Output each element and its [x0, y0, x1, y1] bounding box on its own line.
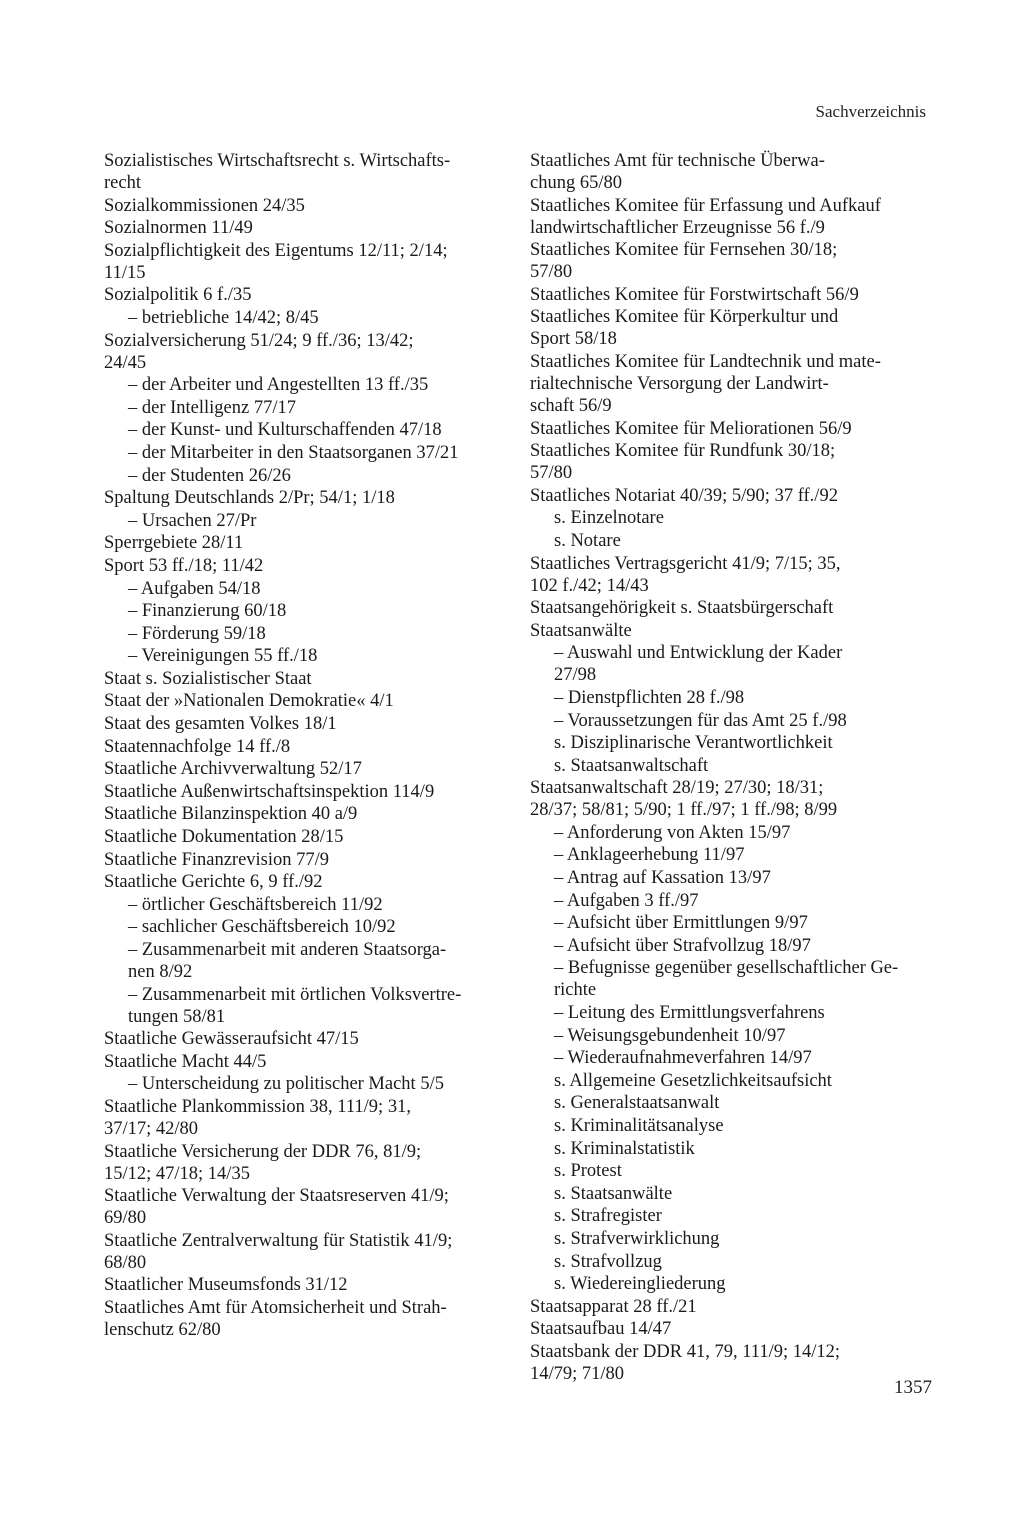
index-cross-reference [530, 1092, 930, 1114]
index-entry-text: – Wiederaufnahmeverfahren 14/97 [554, 1048, 812, 1069]
index-cross-reference [530, 1138, 930, 1160]
index-entry [530, 553, 930, 597]
index-entry-continuation: 69/80 [104, 1208, 147, 1229]
index-entry-text: Staatliches Notariat 40/39; 5/90; 37 ff./92 [530, 485, 838, 506]
index-entry-text: Sozialversicherung 51/24; 9 ff./36; 13/42; [104, 330, 414, 351]
index-entry-text: s. Wiedereingliederung [554, 1274, 726, 1295]
index-entry [104, 487, 504, 509]
index-entry [530, 1341, 930, 1385]
index-entry-text: Staat der »Nationalen Demokratie« 4/1 [104, 691, 394, 712]
index-entry-continuation: 57/80 [530, 262, 573, 283]
index-entry-text: – Aufsicht über Strafvollzug 18/97 [554, 935, 811, 956]
index-entry-text: – Weisungsgebundenheit 10/97 [554, 1025, 786, 1046]
index-entry-text: Staatennachfolge 14 ff./8 [104, 736, 291, 757]
index-entry-text: – Unterscheidung zu politischer Macht 5/5 [128, 1074, 444, 1095]
index-entry [104, 284, 504, 306]
index-entry-text: s. Strafverwirklichung [554, 1228, 720, 1249]
index-entry-text: Staatliche Gerichte 6, 9 ff./92 [104, 872, 323, 893]
index-entry-text: Sozialpolitik 6 f./35 [104, 285, 252, 306]
index-entry-text: – Ursachen 27/Pr [128, 510, 257, 531]
index-cross-reference [530, 1251, 930, 1273]
index-entry [104, 826, 504, 848]
page-number: 1357 [894, 1377, 932, 1398]
index-entry-text: Staatsapparat 28 ff./21 [530, 1296, 697, 1317]
index-subentry [530, 890, 930, 912]
index-entry [104, 803, 504, 825]
index-entry [104, 1274, 504, 1296]
index-entry-text: – Leitung des Ermittlungsverfahrens [554, 1003, 825, 1024]
index-entry-continuation: landwirtschaftlicher Erzeugnisse 56 f./9 [530, 217, 825, 238]
index-entry-text: s. Einzelnotare [554, 508, 664, 529]
index-subentry [530, 935, 930, 957]
index-entry-text: – Aufsicht über Ermittlungen 9/97 [554, 913, 808, 934]
index-entry-text: – örtlicher Geschäftsbereich 11/92 [128, 894, 383, 915]
index-cross-reference [530, 1228, 930, 1250]
index-entry-text: s. Strafregister [554, 1206, 662, 1227]
index-entry-text: Staat des gesamten Volkes 18/1 [104, 714, 337, 735]
index-entry-text: – Antrag auf Kassation 13/97 [554, 868, 771, 889]
index-entry-text: – Vereinigungen 55 ff./18 [128, 646, 318, 667]
index-entry-text: s. Staatsanwälte [554, 1183, 673, 1204]
index-subentry [104, 894, 504, 916]
index-entry-text: Sozialistisches Wirtschaftsrecht s. Wirtschafts- [104, 151, 451, 171]
index-entry [530, 284, 930, 306]
index-entry-text: Staatsbank der DDR 41, 79, 111/9; 14/12; [530, 1341, 841, 1362]
index-entry-continuation: 11/15 [104, 262, 146, 283]
index-entry-text: – der Kunst- und Kulturschaffenden 47/18 [128, 420, 442, 441]
index-subentry [104, 442, 504, 464]
index-entry-text: – Dienstpflichten 28 f./98 [554, 687, 745, 708]
index-entry-text: – sachlicher Geschäftsbereich 10/92 [128, 917, 396, 938]
index-entry-text: Sozialpflichtigkeit des Eigentums 12/11; 2/14; [104, 240, 448, 261]
index-entry-text: – Zusammenarbeit mit örtlichen Volksvertre- [128, 984, 462, 1005]
index-entry-text: Staatsaufbau 14/47 [530, 1319, 672, 1340]
index-entry-text: Staatliches Amt für technische Überwa- [530, 151, 825, 171]
index-entry [104, 1028, 504, 1050]
index-entry [104, 758, 504, 780]
index-entry-text: – Aufgaben 3 ff./97 [554, 890, 699, 911]
index-subentry [104, 1073, 504, 1095]
index-cross-reference [530, 1205, 930, 1227]
index-entry [530, 597, 930, 619]
index-entry-continuation: 14/79; 71/80 [530, 1363, 625, 1384]
index-entry-continuation: 68/80 [104, 1252, 147, 1273]
index-subentry [530, 1047, 930, 1069]
index-subentry [104, 623, 504, 645]
index-entry [104, 555, 504, 577]
index-entry [530, 620, 930, 642]
index-entry-text: s. Notare [554, 530, 621, 551]
index-entry-text: – der Intelligenz 77/17 [128, 397, 296, 418]
index-entry [104, 330, 504, 374]
index-cross-reference [530, 755, 930, 777]
index-entry [104, 781, 504, 803]
index-entry-text: Staatlicher Museumsfonds 31/12 [104, 1275, 348, 1296]
index-subentry [530, 1002, 930, 1024]
index-entry-text: – Voraussetzungen für das Amt 25 f./98 [554, 710, 847, 731]
index-subentry [104, 916, 504, 938]
index-subentry [530, 687, 930, 709]
index-entry-text: s. Allgemeine Gesetzlichkeitsaufsicht [554, 1070, 832, 1091]
index-entry-text: Staatliche Versicherung der DDR 76, 81/9; [104, 1141, 422, 1162]
index-subentry [530, 822, 930, 844]
index-entry-text: Staatliche Macht 44/5 [104, 1051, 267, 1072]
index-entry-text: Staatsanwaltschaft 28/19; 27/30; 18/31; [530, 778, 824, 799]
index-entry [530, 777, 930, 821]
index-entry-text: Staatliche Plankommission 38, 111/9; 31, [104, 1096, 411, 1117]
index-entry-continuation: rialtechnische Versorgung der Landwirt- [530, 373, 829, 394]
index-subentry [530, 710, 930, 732]
index-subentry [530, 957, 930, 1001]
index-entry-text: – Anforderung von Akten 15/97 [554, 822, 791, 843]
index-subentry [530, 867, 930, 889]
index-entry-text: Staatliche Verwaltung der Staatsreserven 41/9; [104, 1186, 449, 1207]
index-entry-text: – Anklageerhebung 11/97 [554, 845, 745, 866]
index-entry-text: s. Generalstaatsanwalt [554, 1093, 720, 1114]
index-entry [530, 418, 930, 440]
index-subentry [104, 465, 504, 487]
index-entry-text: – Aufgaben 54/18 [128, 578, 261, 599]
index-entry-text: – Förderung 59/18 [128, 623, 266, 644]
index-entry-text: Staatliches Amt für Atomsicherheit und Strah- [104, 1297, 447, 1318]
index-entry-text: s. Strafvollzug [554, 1251, 662, 1272]
index-entry-text: Staatliches Vertragsgericht 41/9; 7/15; 35, [530, 553, 841, 574]
index-entry-text: Sperrgebiete 28/11 [104, 533, 244, 554]
index-subentry [104, 600, 504, 622]
index-entry [104, 849, 504, 871]
index-entry-text: Staatliche Gewässeraufsicht 47/15 [104, 1029, 359, 1050]
index-subentry [104, 578, 504, 600]
index-subentry [104, 984, 504, 1028]
index-cross-reference [530, 1115, 930, 1137]
index-column-right [530, 150, 930, 1386]
index-subentry [104, 939, 504, 983]
index-entry [530, 195, 930, 239]
index-cross-reference [530, 1160, 930, 1182]
index-entry-continuation: Sport 58/18 [530, 329, 617, 350]
index-subentry [104, 419, 504, 441]
index-cross-reference [530, 507, 930, 529]
index-entry-text: Staatliche Finanzrevision 77/9 [104, 849, 330, 870]
index-entry [530, 440, 930, 484]
index-entry-text: s. Protest [554, 1161, 622, 1182]
index-entry-text: Staatsanwälte [530, 620, 632, 641]
index-entry [104, 532, 504, 554]
index-entry [104, 195, 504, 217]
index-entry [104, 690, 504, 712]
index-cross-reference [530, 1183, 930, 1205]
index-entry-text: Staatliches Komitee für Forstwirtschaft 56/9 [530, 284, 859, 305]
index-entry-continuation: lenschutz 62/80 [104, 1319, 221, 1340]
index-entry-text: s. Staatsanwaltschaft [554, 755, 709, 776]
index-entry [104, 668, 504, 690]
index-subentry [104, 307, 504, 329]
index-subentry [104, 645, 504, 667]
index-entry-continuation: 27/98 [554, 665, 597, 686]
index-entry-text: Staatliches Komitee für Landtechnik und mate- [530, 351, 881, 372]
index-entry [104, 713, 504, 735]
index-entry [104, 871, 504, 893]
index-entry-text: – Finanzierung 60/18 [128, 601, 287, 622]
index-entry [530, 306, 930, 350]
index-entry [530, 1318, 930, 1340]
index-entry-continuation: 28/37; 58/81; 5/90; 1 ff./97; 1 ff./98; 8/99 [530, 800, 838, 821]
index-entry-text: – der Arbeiter und Angestellten 13 ff./35 [128, 375, 429, 396]
index-subentry [530, 844, 930, 866]
index-entry [104, 736, 504, 758]
index-entry-continuation: 102 f./42; 14/43 [530, 575, 649, 596]
index-entry-continuation: 15/12; 47/18; 14/35 [104, 1163, 250, 1184]
index-entry-text: Sport 53 ff./18; 11/42 [104, 555, 264, 576]
index-entry-continuation: 57/80 [530, 463, 573, 484]
index-entry [104, 1297, 504, 1341]
index-subentry [530, 912, 930, 934]
index-subentry [530, 642, 930, 686]
index-entry-text: – Befugnisse gegenüber gesellschaftlicher Ge- [554, 958, 899, 979]
index-entry-text: Staatliches Komitee für Meliorationen 56/9 [530, 418, 852, 439]
index-column-left [104, 150, 504, 1342]
index-cross-reference [530, 530, 930, 552]
index-entry-text: – Zusammenarbeit mit anderen Staatsorga- [128, 940, 447, 960]
index-entry [104, 217, 504, 239]
index-entry-text: Staatliches Komitee für Erfassung und Aufkauf [530, 195, 881, 216]
index-entry-continuation: 37/17; 42/80 [104, 1118, 199, 1139]
index-entry [104, 1185, 504, 1229]
index-entry-continuation: chung 65/80 [530, 173, 622, 193]
index-entry [104, 240, 504, 284]
index-entry-continuation: schaft 56/9 [530, 395, 612, 416]
index-entry [104, 1051, 504, 1073]
index-cross-reference [530, 732, 930, 754]
index-entry-text: Staatliche Zentralverwaltung für Statistik 41/9; [104, 1230, 453, 1251]
index-entry-text: Staatliches Komitee für Fernsehen 30/18; [530, 240, 838, 261]
index-subentry [104, 510, 504, 532]
index-entry-text: Staatliches Komitee für Rundfunk 30/18; [530, 441, 836, 462]
index-entry [104, 1141, 504, 1185]
index-subentry [104, 374, 504, 396]
index-entry-continuation: recht [104, 173, 141, 193]
index-entry [530, 351, 930, 417]
index-entry-continuation: tungen 58/81 [128, 1006, 226, 1027]
index-entry-continuation: richte [554, 980, 597, 1001]
index-cross-reference [530, 1070, 930, 1092]
index-entry-text: s. Kriminalstatistik [554, 1138, 695, 1159]
index-entry [104, 1096, 504, 1140]
index-entry-text: s. Kriminalitätsanalyse [554, 1116, 724, 1136]
index-cross-reference [530, 1273, 930, 1295]
index-entry-text: Staatsangehörigkeit s. Staatsbürgerschaft [530, 598, 834, 619]
index-entry [104, 1230, 504, 1274]
index-entry [530, 485, 930, 507]
index-entry-text: – betriebliche 14/42; 8/45 [128, 307, 319, 328]
index-entry-text: Staatliche Bilanzinspektion 40 a/9 [104, 804, 358, 825]
index-entry-text: Staat s. Sozialistischer Staat [104, 668, 312, 689]
index-entry [530, 239, 930, 283]
index-entry-text: Sozialkommissionen 24/35 [104, 195, 305, 216]
index-entry-text: – Auswahl und Entwicklung der Kader [554, 643, 843, 664]
index-entry-continuation: nen 8/92 [128, 962, 193, 982]
index-entry [104, 150, 504, 194]
index-subentry [104, 397, 504, 419]
index-entry-text: Staatliche Dokumentation 28/15 [104, 827, 344, 848]
index-entry-text: Staatliche Archivverwaltung 52/17 [104, 759, 362, 780]
index-entry-text: – der Studenten 26/26 [128, 465, 291, 486]
index-entry-text: Staatliches Komitee für Körperkultur und [530, 307, 839, 328]
index-entry-text: – der Mitarbeiter in den Staatsorganen 37/21 [128, 442, 459, 463]
index-subentry [530, 1025, 930, 1047]
index-entry-text: Spaltung Deutschlands 2/Pr; 54/1; 1/18 [104, 488, 395, 509]
index-entry-text: Sozialnormen 11/49 [104, 218, 253, 239]
index-entry-continuation: 24/45 [104, 352, 147, 373]
index-entry-text: s. Disziplinarische Verantwortlichkeit [554, 733, 833, 754]
index-entry-text: Staatliche Außenwirtschaftsinspektion 114/9 [104, 781, 435, 802]
index-entry [530, 1296, 930, 1318]
running-header: Sachverzeichnis [815, 102, 926, 121]
index-entry [530, 150, 930, 194]
